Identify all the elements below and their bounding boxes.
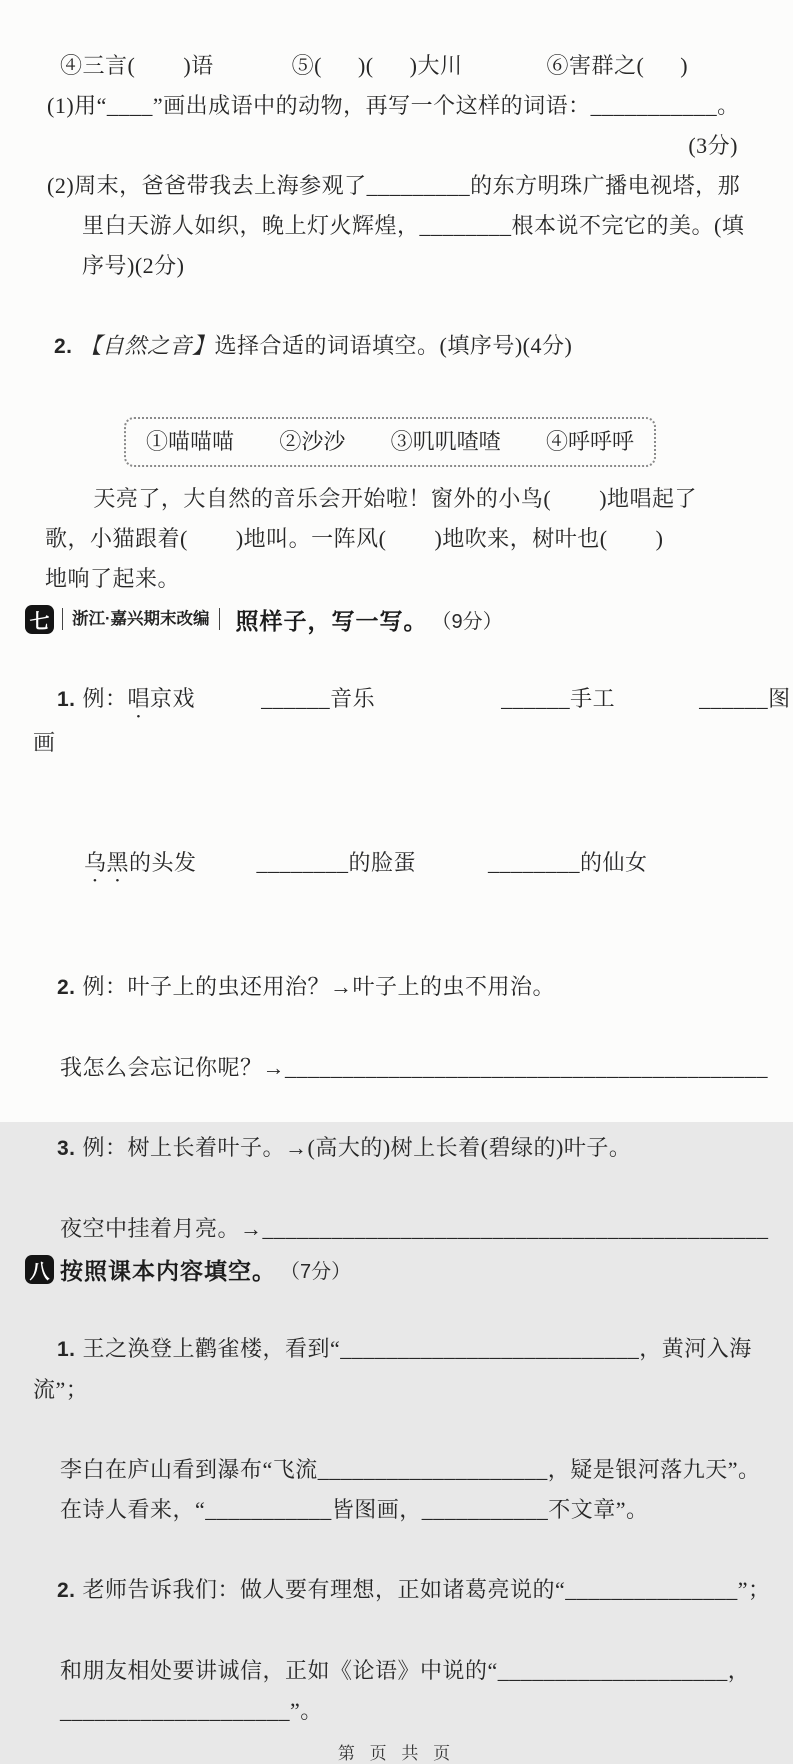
q8-item1-number: 1.	[57, 1338, 76, 1361]
question-2-header	[30, 286, 793, 407]
section-8-points: （7分）	[280, 1260, 352, 1283]
passage-line-2: 歌，小猫跟着( )地叫。一阵风( )地吹来，树叶也( )	[45, 526, 664, 551]
section-8-header	[25, 1249, 793, 1289]
word-option-2: ②沙沙	[279, 429, 346, 454]
question-2-number: 2.	[54, 335, 73, 358]
q7-item1-row2-rest: 的头发	[129, 850, 197, 875]
q7-item2-answer-line: 我怎么会忘记你呢？→__________________________________________	[60, 1055, 769, 1080]
q7-item2-example	[33, 927, 793, 1048]
q8-item2-line1	[33, 1530, 793, 1651]
q7-item3-answer-line: 夜空中挂着月亮。→____________________________________________	[60, 1216, 769, 1241]
q7-item1-row2-blanks: ________的脸蛋 ________的仙女	[196, 850, 648, 875]
q7-item2-example-text: 例：叶子上的虫还用治？→叶子上的虫不用治。	[82, 974, 556, 999]
sub-question-2-line1: (2)周末，爸爸带我去上海参观了_________的东方明珠广播电视塔，那	[47, 173, 741, 198]
q7-item1-example-emphasized: 唱	[127, 686, 151, 711]
q7-item1-example-prefix: 例：	[82, 686, 128, 711]
q8-item1-line3: 在诗人看来，“___________皆图画，___________不文章”。	[60, 1497, 649, 1522]
page-footer: 第 页 共 页	[337, 1744, 456, 1763]
points-label-sub1: (3分)	[688, 133, 738, 158]
sub-question-1: (1)用“____”画出成语中的动物，再写一个这样的词语：___________。	[47, 93, 740, 118]
passage-line-1: 天亮了，大自然的音乐会开始啦！窗外的小鸟( )地唱起了	[93, 486, 698, 511]
q8-item1-line2: 李白在庐山看到瀑布“飞流____________________，疑是银河落九天”。	[60, 1457, 761, 1482]
section-7-title: 照样子，写一写。	[235, 607, 428, 634]
question-2-theme-tag: 【自然之音】	[79, 333, 215, 358]
section-7-source-label: 浙江·嘉兴期末改编	[62, 608, 220, 630]
section-8-badge: 八	[25, 1255, 54, 1284]
sub-question-2-line3: 序号)(2分)	[82, 253, 185, 278]
passage-line-3: 地响了起来。	[45, 566, 181, 591]
q7-item3-example-text: 例：树上长着叶子。→(高大的)树上长着(碧绿的)叶子。	[82, 1135, 632, 1160]
section-7-header	[25, 599, 793, 639]
q8-item2-line2: 和朋友相处要讲诚信，正如《论语》中说的“____________________，	[60, 1658, 751, 1683]
word-option-1: ①喵喵喵	[146, 429, 235, 454]
word-options-box	[124, 417, 656, 467]
q8-item2-number: 2.	[57, 1579, 76, 1602]
section-7-badge: 七	[25, 605, 54, 634]
section-8-title: 按照课本内容填空。	[60, 1257, 276, 1284]
q7-item1-example-rest: 京戏	[150, 686, 196, 711]
q7-item1-row2-emphasized: 乌黑	[84, 850, 130, 875]
question-2-instruction: 选择合适的词语填空。(填序号)(4分)	[214, 333, 573, 358]
q8-item1-line1-text: 王之涣登上鹳雀楼，看到“__________________________，黄河入海流”；	[33, 1336, 752, 1402]
q7-item1-row1-blanks: ______音乐 ______手工 ______图画	[33, 686, 791, 755]
section-7-points: （9分）	[431, 610, 503, 633]
idiom-blanks-row: ④三言( )语 ⑤( )( )大川 ⑥害群之( )	[60, 53, 689, 78]
q7-item1-row2	[60, 803, 793, 927]
q8-item2-line3: ____________________”。	[60, 1698, 323, 1723]
word-option-3: ③叽叽喳喳	[390, 429, 501, 454]
word-option-4: ④呼呼呼	[545, 429, 634, 454]
q7-item3-number: 3.	[57, 1137, 76, 1160]
q7-item2-number: 2.	[57, 976, 76, 999]
sub-question-2-line2: 里白天游人如织，晚上灯火辉煌，________根本说不完它的美。(填	[82, 213, 745, 238]
q7-item1-number: 1.	[57, 688, 76, 711]
q8-item1-line1	[33, 1289, 793, 1450]
q7-item1-row1	[33, 639, 793, 803]
q7-item3-example	[33, 1088, 793, 1209]
q8-item2-line1-text: 老师告诉我们：做人要有理想，正如诸葛亮说的“_______________”；	[82, 1577, 771, 1602]
